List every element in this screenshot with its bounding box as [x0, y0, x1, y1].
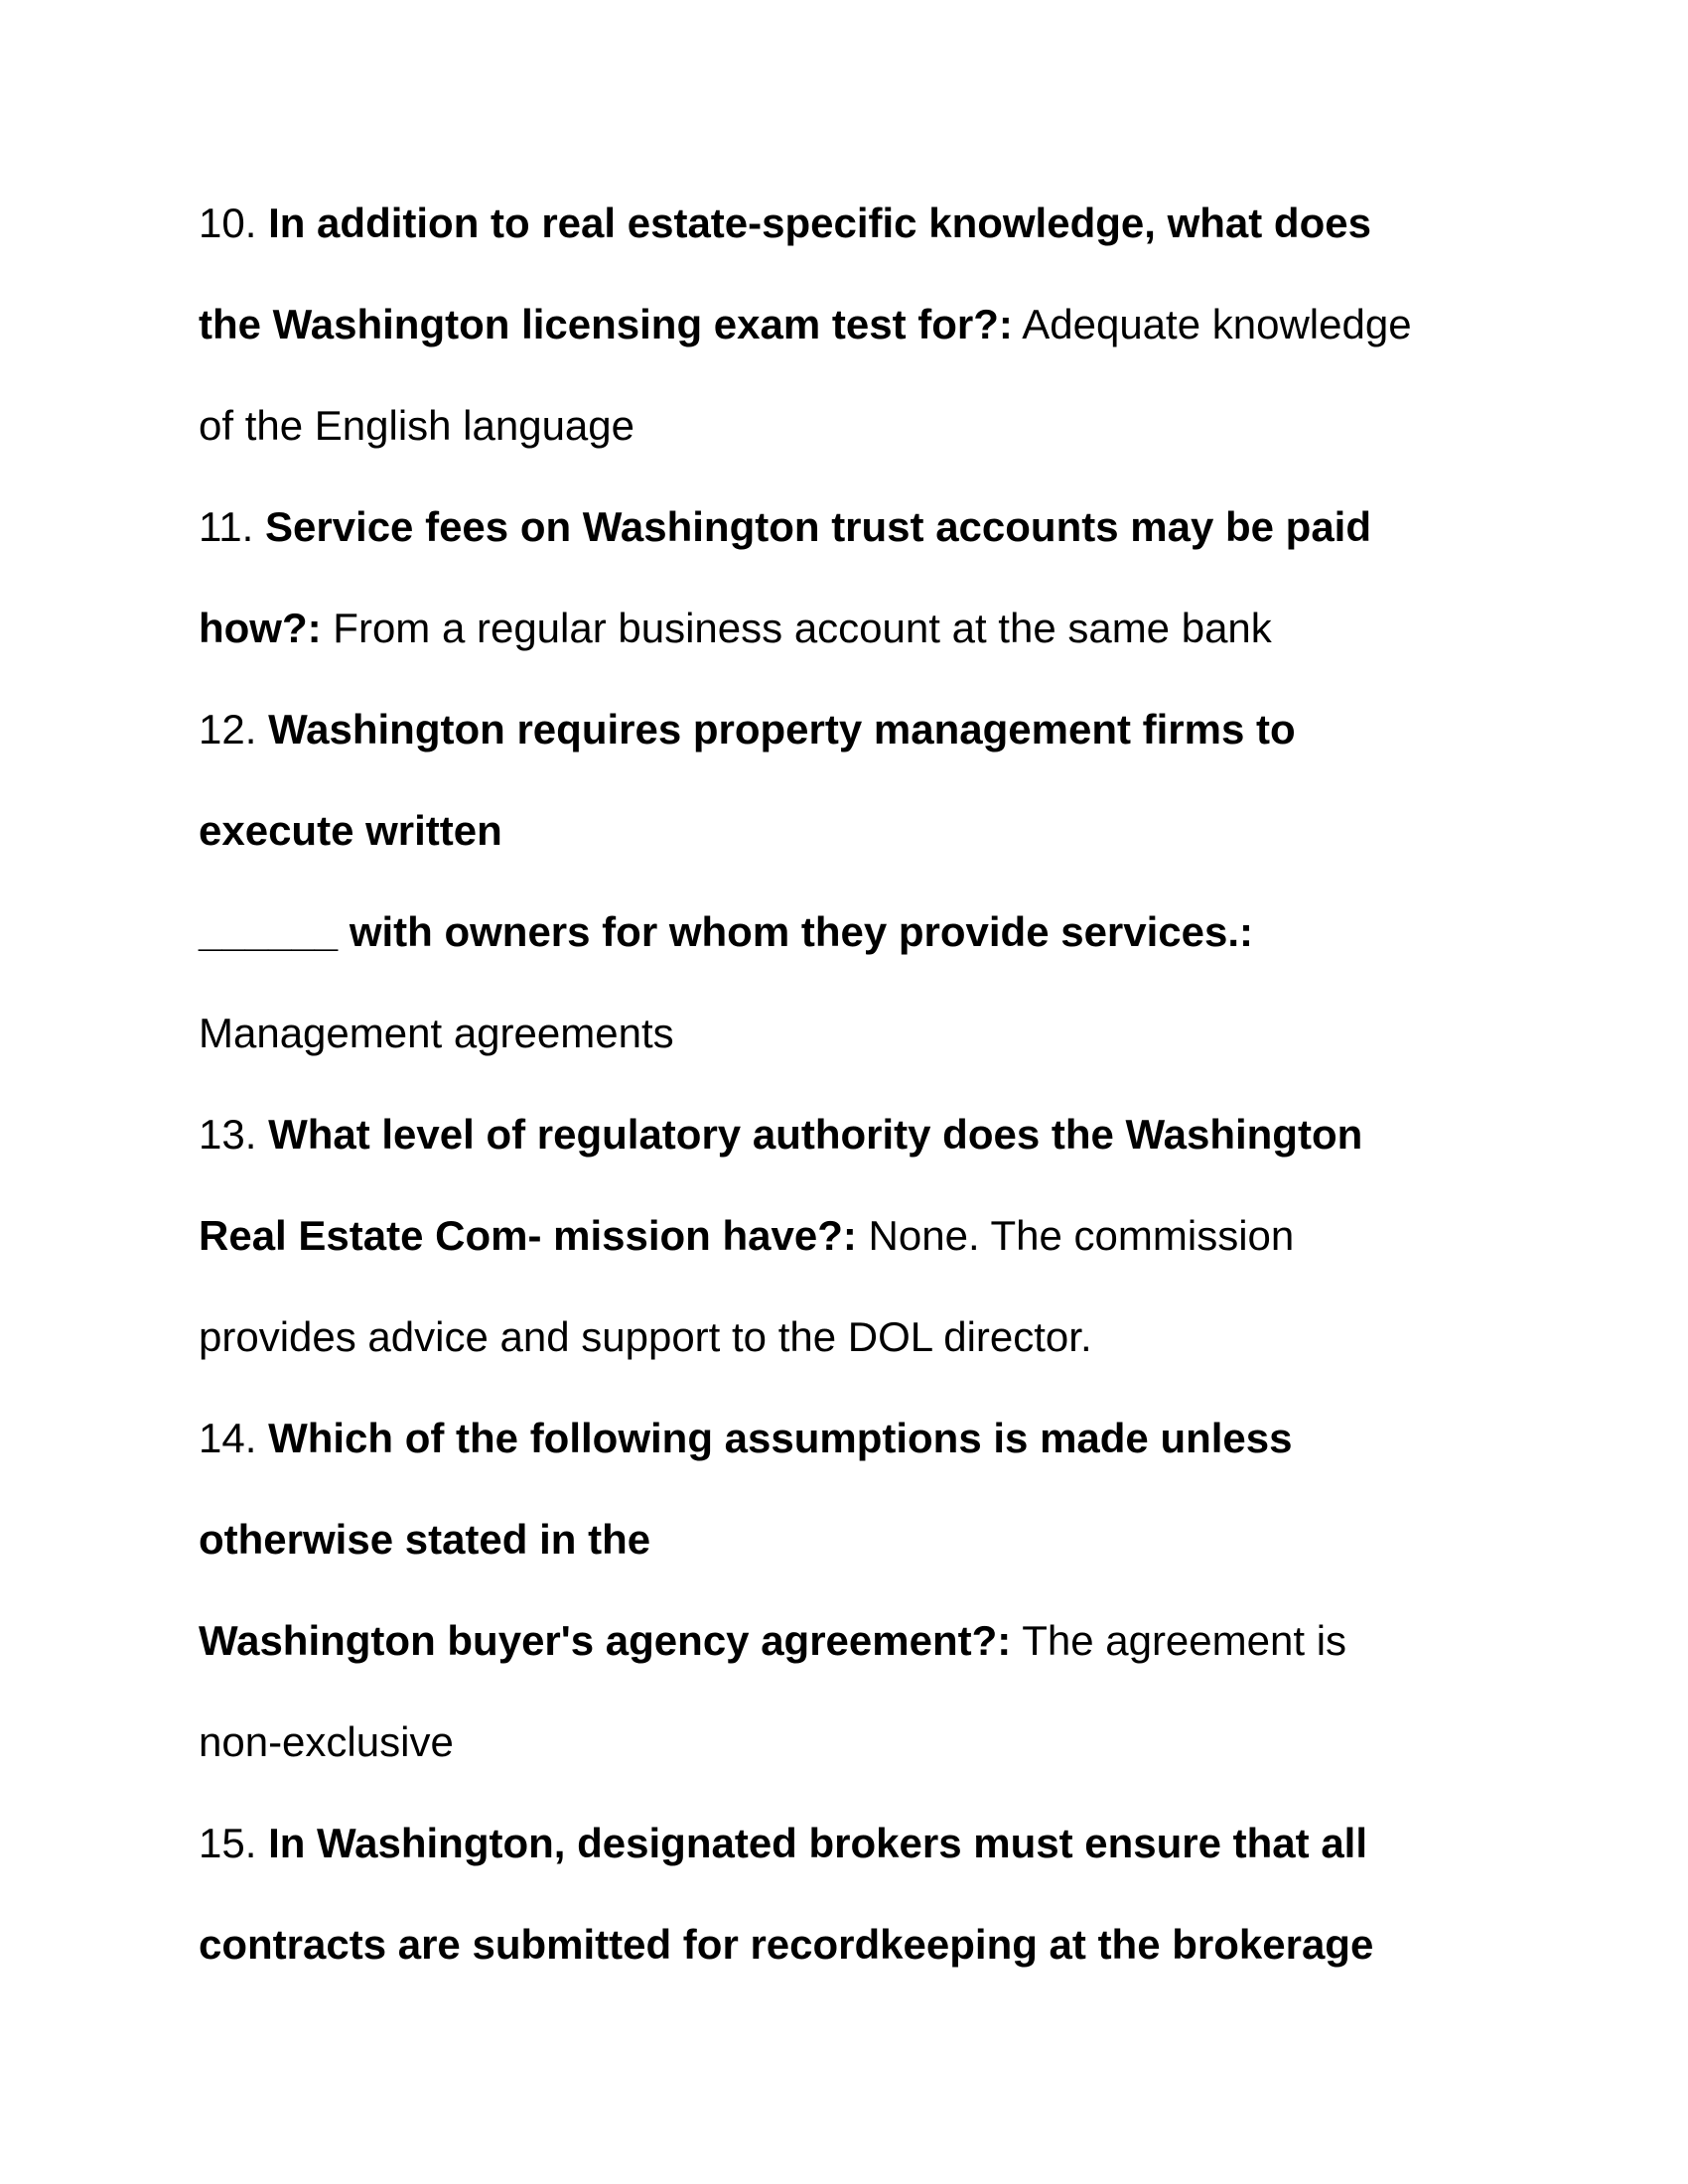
- q13-line-1: [199, 1111, 1363, 1158]
- q15-line-1: [199, 1820, 1368, 1866]
- q14-number: 14.: [199, 1415, 257, 1461]
- q15-question-part-1: In Washington, designated brokers must ensure that all: [268, 1820, 1368, 1866]
- q13-answer-part-1: None. The commission: [868, 1212, 1295, 1259]
- q15-line-2: [199, 1921, 1374, 1968]
- q13-line-3: [199, 1313, 1092, 1360]
- q10-answer-part-1: Adequate knowledge: [1022, 301, 1412, 347]
- q13-line-2: [199, 1212, 1295, 1259]
- q11-question-part-2: how?:: [199, 605, 322, 651]
- q14-line-3: [199, 1617, 1347, 1664]
- q12-line-2: [199, 807, 502, 854]
- q12-question-part-1: Washington requires property management firms to: [268, 706, 1296, 752]
- q15-number: 15.: [199, 1820, 257, 1866]
- q14-question-part-2: otherwise stated in the: [199, 1516, 651, 1563]
- q12-answer: Management agreements: [199, 1010, 674, 1056]
- q11-line-2: [199, 605, 1272, 651]
- q12-line-3: [199, 908, 1254, 955]
- q14-line-4: [199, 1718, 454, 1765]
- q14-line-1: [199, 1415, 1293, 1461]
- q14-answer-part-1: The agreement is: [1022, 1617, 1347, 1664]
- q11-line-1: [199, 503, 1371, 550]
- q12-question-part-2: execute written: [199, 807, 502, 854]
- q11-answer: From a regular business account at the same bank: [333, 605, 1272, 651]
- q14-question-part-1: Which of the following assumptions is made unless: [268, 1415, 1293, 1461]
- q10-question-part-1: In addition to real estate-specific knowledge, what does: [268, 200, 1371, 246]
- q13-number: 13.: [199, 1111, 257, 1158]
- q10-answer-part-2: of the English language: [199, 402, 635, 449]
- q12-line-4: [199, 1010, 674, 1056]
- q12-number: 12.: [199, 706, 257, 752]
- q10-line-3: [199, 402, 635, 449]
- q12-question-part-3: ______ with owners for whom they provide services.:: [199, 908, 1254, 955]
- q10-question-part-2: the Washington licensing exam test for?:: [199, 301, 1013, 347]
- q13-answer-part-2: provides advice and support to the DOL director.: [199, 1313, 1092, 1360]
- q14-answer-part-2: non-exclusive: [199, 1718, 454, 1765]
- q12-line-1: [199, 706, 1296, 752]
- q14-question-part-3: Washington buyer's agency agreement?:: [199, 1617, 1012, 1664]
- q11-number: 11.: [199, 503, 254, 550]
- q14-line-2: [199, 1516, 651, 1563]
- q15-question-part-2: contracts are submitted for recordkeeping at the brokerage: [199, 1921, 1374, 1968]
- q10-line-2: [199, 301, 1412, 347]
- q11-question-part-1: Service fees on Washington trust accounts may be paid: [264, 503, 1371, 550]
- q13-question-part-2: Real Estate Com- mission have?:: [199, 1212, 857, 1259]
- q13-question-part-1: What level of regulatory authority does the Washington: [268, 1111, 1363, 1158]
- q10-number: 10.: [199, 200, 257, 246]
- q10-line-1: [199, 200, 1371, 246]
